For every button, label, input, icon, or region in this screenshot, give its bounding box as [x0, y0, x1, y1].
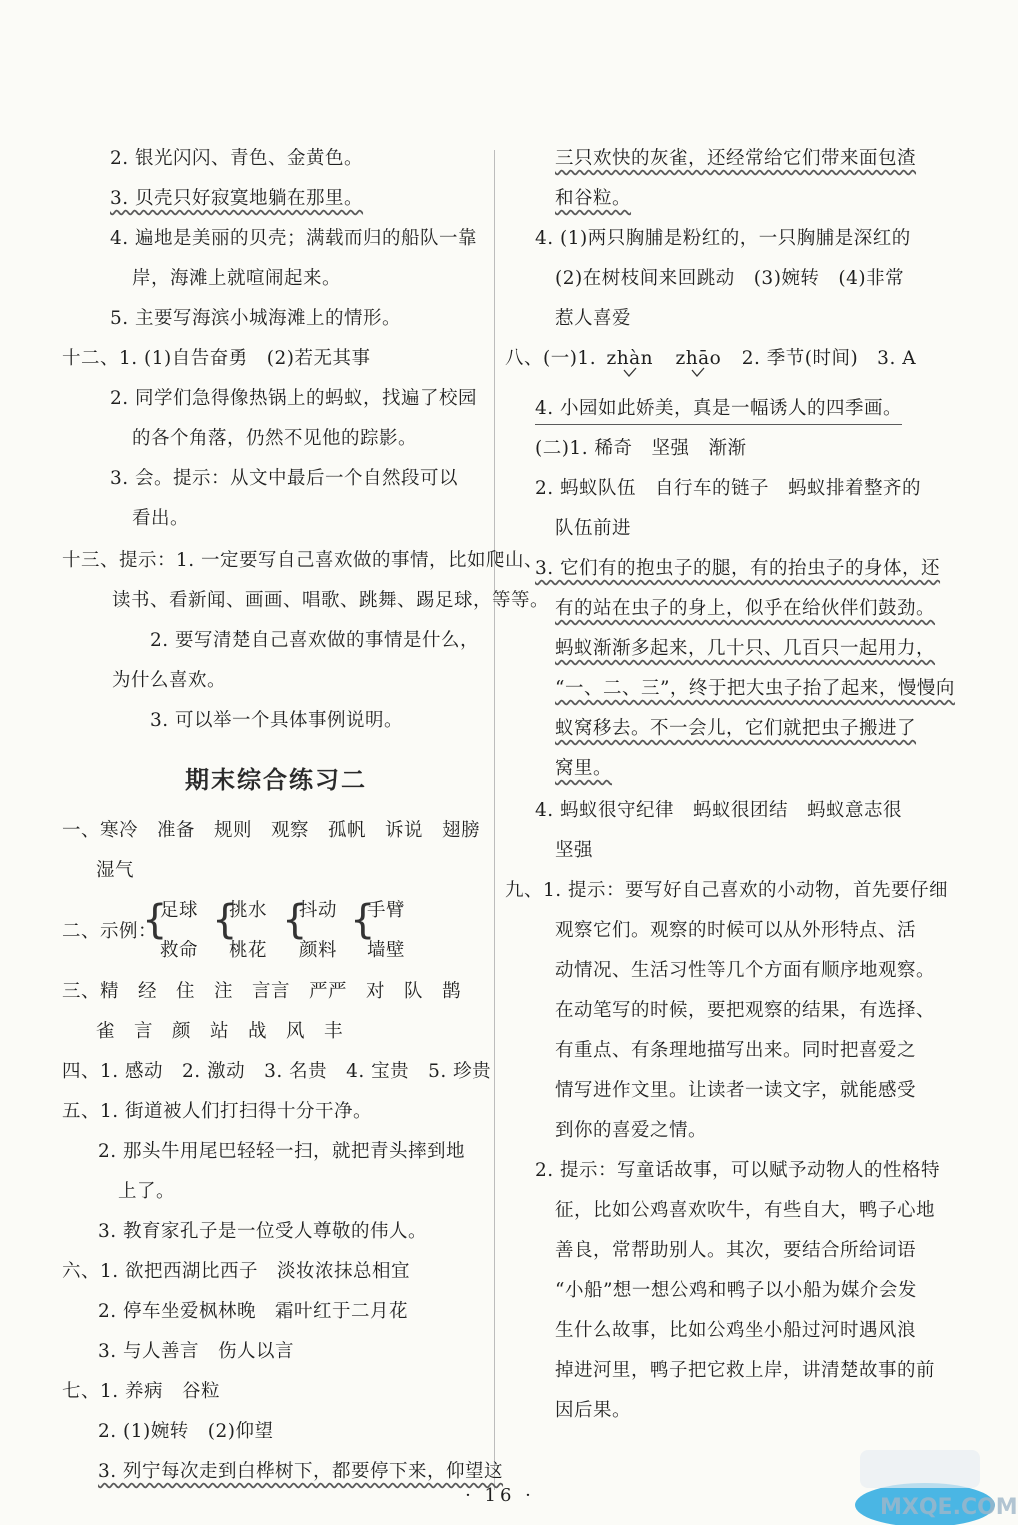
answer-line: 2. 同学们急得像热锅上的蚂蚁，找遍了校园 [110, 388, 478, 409]
answer-line: 四、1. 感动 2. 激动 3. 名贵 4. 宝贵 5. 珍贵 [62, 1061, 492, 1082]
answer-line: 3. 教育家孔子是一位受人尊敬的伟人。 [98, 1221, 428, 1242]
example-word: 手臂 [367, 900, 406, 921]
answer-line: 2. 要写清楚自己喜欢做的事情是什么， [150, 630, 480, 651]
answer-line: 窝里。 [555, 758, 613, 779]
answer-line: 七、1. 养病 谷粒 [62, 1381, 221, 1402]
answer-line: 惹人喜爱 [555, 308, 632, 329]
answer-line: 2. 银光闪闪、青色、金黄色。 [110, 148, 364, 169]
answer-line: 十二、1. (1)自告奋勇 (2)若无其事 [62, 348, 371, 369]
answer-line: 的各个角落，仍然不见他的踪影。 [132, 428, 418, 449]
answer-line: 三只欢快的灰雀，还经常给它们带来面包渣 [555, 148, 917, 169]
answer-line: 三、精 经 住 注 言言 严严 对 队 鹊 [62, 981, 462, 1002]
brace-icon: { [212, 897, 238, 943]
answer-line: 4. 小园如此娇美，真是一幅诱人的四季画。 [535, 395, 902, 425]
example-word: 足球 [160, 900, 199, 921]
answer-line: 看出。 [132, 508, 190, 529]
answer-line: 雀 言 颜 站 战 风 丰 [96, 1021, 344, 1042]
answer-line: 一、寒冷 准备 规则 观察 孤帆 诉说 翅膀 [62, 820, 481, 841]
example-prefix: 二、示例： [62, 921, 158, 942]
answer-line: “小船”想一想公鸡和鸭子以小船为媒介会发 [555, 1280, 917, 1301]
answer-line: 4. 蚂蚁很守纪律 蚂蚁很团结 蚂蚁意志很 [535, 800, 903, 821]
answer-line: 2. 蚂蚁队伍 自行车的链子 蚂蚁排着整齐的 [535, 478, 922, 499]
section-title: 期末综合练习二 [185, 766, 367, 794]
answer-line: 九、1. 提示：要写好自己喜欢的小动物，首先要仔细 [505, 880, 949, 901]
answer-line: 有重点、有条理地描写出来。同时把喜爱之 [555, 1040, 917, 1061]
answer-line: 2. 停车坐爱枫林晚 霜叶红于二月花 [98, 1301, 409, 1322]
brace-icon: { [142, 897, 168, 943]
answer-line: 3. 与人善言 伤人以言 [98, 1341, 295, 1362]
checkmark-icon [691, 367, 705, 377]
answer-line: “一、二、三”，终于把大虫子抬了起来，慢慢向 [555, 678, 955, 699]
answer-line: 因后果。 [555, 1400, 632, 1421]
answer-line: 掉进河里，鸭子把它救上岸，讲清楚故事的前 [555, 1360, 936, 1381]
answer-line: 2. 那头牛用尾巴轻轻一扫，就把青头摔到地 [98, 1141, 466, 1162]
answer-line: 蚂蚁渐渐多起来，几十只、几百只一起用力， [555, 638, 936, 659]
answer-line: (2)在树枝间来回跳动 (3)婉转 (4)非常 [555, 268, 905, 289]
answer-line: 3. 贝壳只好寂寞地躺在那里。 [110, 188, 364, 209]
example-word: 颜料 [299, 940, 338, 961]
answer-line: 生什么故事，比如公鸡坐小船过河时遇风浪 [555, 1320, 917, 1341]
pinyin-text: zhāo [675, 348, 722, 369]
answer-line: 3. 会。提示：从文中最后一个自然段可以 [110, 468, 459, 489]
example-word: 抖动 [299, 900, 338, 921]
brace-icon: { [350, 897, 376, 943]
answer-text: 2. 季节(时间) 3. A [741, 348, 917, 369]
answer-line: 上了。 [118, 1181, 176, 1202]
example-word: 桃花 [229, 940, 268, 961]
answer-line: (二)1. 稀奇 坚强 渐渐 [535, 438, 747, 459]
example-word: 墙壁 [367, 940, 406, 961]
answer-line: 2. (1)婉转 (2)仰望 [98, 1421, 274, 1442]
checkmark-icon [623, 367, 637, 377]
answer-line: 蚁窝移去。不一会儿，它们就把虫子搬进了 [555, 718, 917, 739]
answer-line: 动情况、生活习性等几个方面有顺序地观察。 [555, 960, 936, 981]
answer-line: 和谷粒。 [555, 188, 632, 209]
column-divider [494, 150, 495, 1490]
pinyin-text: zhàn [606, 348, 654, 369]
brace-icon: { [282, 897, 308, 943]
answer-line: 2. 提示：写童话故事，可以赋予动物人的性格特 [535, 1160, 941, 1181]
answer-line: 情写进作文里。让读者一读文字，就能感受 [555, 1080, 917, 1101]
answer-line: 有的站在虫子的身上，似乎在给伙伴们鼓劲。 [555, 598, 936, 619]
pinyin-line [505, 345, 916, 373]
answer-line: 4. 遍地是美丽的贝壳；满载而归的船队一靠 [110, 228, 478, 249]
answer-line: 坚强 [555, 840, 594, 861]
answer-line: 善良，常帮助别人。其次，要结合所给词语 [555, 1240, 917, 1261]
example-word: 挑水 [229, 900, 268, 921]
answer-line: 观察它们。观察的时候可以从外形特点、活 [555, 920, 917, 941]
answer-line: 为什么喜欢。 [112, 670, 227, 691]
page-number: · 16 · [465, 1485, 535, 1506]
answer-line: 到你的喜爱之情。 [555, 1120, 708, 1141]
answer-line: 读书、看新闻、画画、唱歌、跳舞、踢足球，等等。 [112, 590, 550, 611]
pinyin-answer [606, 345, 653, 373]
watermark-text: MXQE.COM [880, 1495, 1018, 1520]
answer-line: 4. (1)两只胸脯是粉红的，一只胸脯是深红的 [535, 228, 911, 249]
example-word: 救命 [160, 940, 199, 961]
answer-line: 在动笔写的时候，要把观察的结果，有选择、 [555, 1000, 936, 1021]
answer-line: 十三、提示：1. 一定要写自己喜欢做的事情，比如爬山、 [62, 550, 544, 571]
answer-line: 3. 它们有的抱虫子的腿，有的抬虫子的身体，还 [535, 558, 941, 579]
answer-line: 5. 主要写海滨小城海滩上的情形。 [110, 308, 402, 329]
answer-line: 征，比如公鸡喜欢吹牛，有些自大，鸭子心地 [555, 1200, 936, 1221]
answer-line: 队伍前进 [555, 518, 632, 539]
answer-line: 五、1. 街道被人们打扫得十分干净。 [62, 1101, 373, 1122]
pinyin-answer [675, 345, 721, 373]
answer-line: 湿气 [96, 860, 135, 881]
answer-line: 岸，海滩上就喧闹起来。 [132, 268, 342, 289]
question-number: 八、(一)1. [505, 348, 597, 369]
answer-line: 3. 列宁每次走到白桦树下，都要停下来，仰望这 [98, 1461, 504, 1482]
answer-line: 六、1. 欲把西湖比西子 淡妆浓抹总相宜 [62, 1261, 411, 1282]
answer-line: 3. 可以举一个具体事例说明。 [150, 710, 404, 731]
